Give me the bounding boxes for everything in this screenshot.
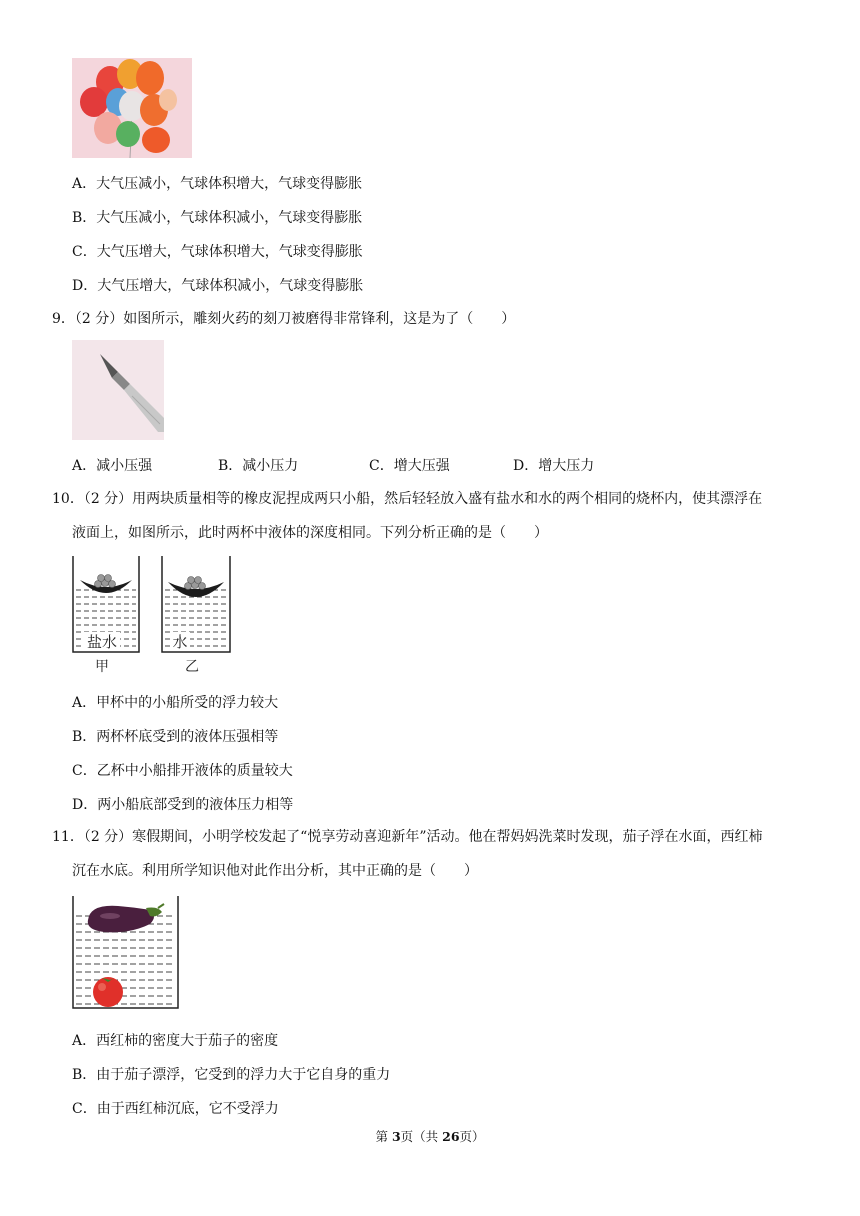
q9-option-c: C．增大压强 [369, 458, 450, 474]
footer-total-pages: 26 [442, 1129, 460, 1144]
q9-stem: 9．（2 分）如图所示，雕刻火药的刻刀被磨得非常锋利，这是为了（ ） [52, 311, 516, 327]
carving-knife-image [72, 340, 164, 440]
eggplant-tomato-figure [70, 894, 182, 1012]
q10-option-d: D．两小船底部受到的液体压力相等 [72, 797, 294, 813]
q8-option-d: D．大气压增大，气球体积减小，气球变得膨胀 [72, 278, 364, 294]
q8-option-c: C．大气压增大，气球体积增大，气球变得膨胀 [72, 244, 363, 260]
q11-stem-line1: 11．（2 分）寒假期间，小明学校发起了“悦享劳动喜迎新年”活动。他在帮妈妈洗菜时发现，茄子浮在水面，西红柿 [52, 829, 763, 845]
q8-option-a: A．大气压减小，气球体积增大，气球变得膨胀 [72, 176, 363, 192]
q10-option-c: C．乙杯中小船排开液体的质量较大 [72, 763, 293, 779]
q10-stem-line1: 10．（2 分）用两块质量相等的橡皮泥捏成两只小船，然后轻轻放入盛有盐水和水的两个相同的烧杯内，使其漂浮在 [52, 491, 763, 507]
page-footer [0, 1127, 860, 1145]
q11-option-b: B．由于茄子漂浮，它受到的浮力大于它自身的重力 [72, 1067, 391, 1083]
beaker-water [162, 556, 230, 675]
beaker-b-caption: 乙 [185, 659, 199, 675]
footer-page-number: 3 [391, 1129, 401, 1144]
q10-option-b: B．两杯杯底受到的液体压强相等 [72, 729, 279, 745]
q10-option-a: A．甲杯中的小船所受的浮力较大 [72, 695, 279, 711]
q11-option-c: C．由于西红柿沉底，它不受浮力 [72, 1101, 279, 1117]
q11-option-a: A．西红柿的密度大于茄子的密度 [72, 1033, 279, 1049]
q9-option-b: B．减小压力 [218, 458, 299, 474]
footer-middle: 页（共 [400, 1129, 443, 1144]
beaker-salt-water [73, 556, 139, 675]
q8-option-b: B．大气压减小，气球体积减小，气球变得膨胀 [72, 210, 363, 226]
q9-option-d: D．增大压力 [513, 458, 595, 474]
footer-prefix: 第 [375, 1129, 392, 1144]
eggplant [88, 904, 164, 932]
beakers-figure [70, 554, 234, 676]
q9-option-a: A．减小压强 [72, 458, 153, 474]
q11-stem-line2: 沉在水底。利用所学知识他对此作出分析，其中正确的是（ ） [72, 863, 478, 879]
footer-suffix: 页） [459, 1129, 485, 1144]
q10-stem-line2: 液面上，如图所示，此时两杯中液体的深度相同。下列分析正确的是（ ） [72, 525, 548, 541]
beaker-b-liquid-label: 水 [172, 633, 188, 651]
beaker-a-liquid-label: 盐水 [86, 633, 118, 651]
beaker-a-caption: 甲 [95, 659, 109, 675]
tomato [93, 977, 123, 1007]
balloons-image [72, 58, 192, 158]
